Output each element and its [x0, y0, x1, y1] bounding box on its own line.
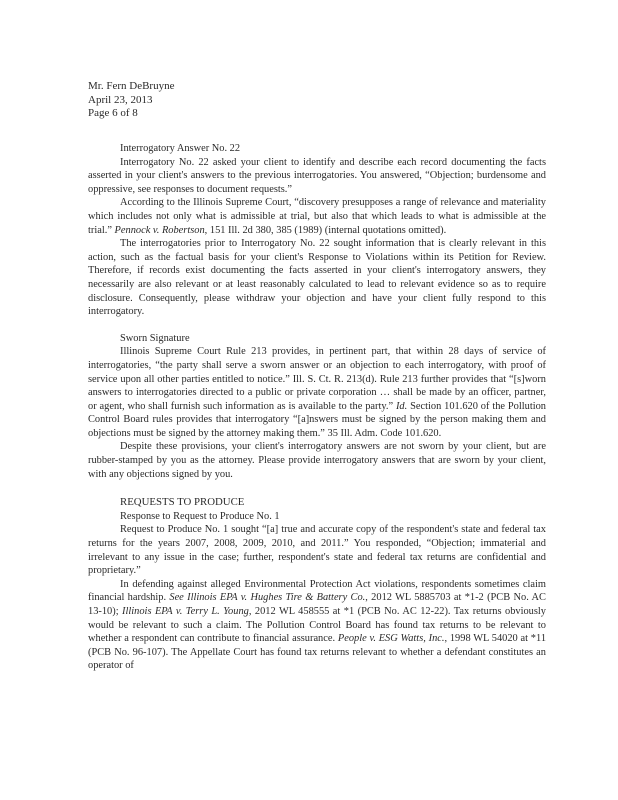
- paragraph: [88, 196, 546, 237]
- text-run: , 1998 WL 54020 at *11 (PCB No. 96-107). The Appellate Court has found tax returns relevant to whether a defendant constitutes an operator of: [88, 633, 547, 672]
- text-run: , 2012 WL 458555 at *1 (PCB No. AC 12-22). Tax returns obviously would be relevant to such a claim. The Pollution Control Board has found tax returns to be relevant to whether a respondent can contribute to financial assurance.: [88, 606, 546, 645]
- text-run: In defending against alleged Environmental Protection Act violations, respondents sometimes claim financial hardship.: [88, 578, 546, 604]
- letter-body: [88, 142, 546, 673]
- section-title-requests-to-produce: REQUESTS TO PRODUCE: [120, 496, 245, 509]
- paragraph: [88, 237, 546, 319]
- paragraph: [88, 440, 546, 481]
- paragraph: [88, 345, 546, 440]
- subheading-request-1: Response to Request to Produce No. 1: [120, 510, 280, 522]
- text-run: , 151 Ill. 2d 380, 385 (1989) (internal quotations omitted).: [204, 224, 447, 236]
- text-run: Illinois Supreme Court Rule 213 provides, in pertinent part, that within 28 days of service of interrogatories, “the party shall serve a sworn answer or an objection to each interrogatory, with proof of service upon all other parties entitled to notice.” Ill. S. Ct. R. 213(d). Rule 213 further provides that “[s]worn answers to interrogatories directed to a public or private corporation … shall be made by an officer, partner, or agent, who shall furnish such information as is available to the party.”: [88, 346, 546, 412]
- case-citation: See Illinois EPA v. Hughes Tire & Battery Co.: [169, 592, 366, 604]
- section-heading-sworn-signature: Sworn Signature: [120, 332, 190, 344]
- text-run: Despite these provisions, your client's interrogatory answers are not sworn by your client, but are rubber-stamped by you as the attorney. Please provide interrogatory answers that are sworn by your client, with any objections signed by you.: [88, 441, 546, 480]
- page-number: Page 6 of 8: [88, 107, 138, 119]
- text-run: Request to Produce No. 1 sought “[a] true and accurate copy of the respondent's state and federal tax returns for the years 2007, 2008, 2009, 2010, and 2011.” You responded, “Objection; immaterial and irrelevant to any issue in the case; further, respondent's state and federal tax returns are confidential and proprietary.”: [88, 524, 546, 577]
- paragraph: [88, 156, 546, 197]
- letter-date: April 23, 2013: [88, 93, 153, 106]
- text-run: , 2012 WL 5885703 at *1-2 (PCB No. AC 13-10);: [88, 592, 546, 617]
- case-citation: Illinois EPA v. Terry L. Young: [122, 606, 249, 617]
- paragraph: [88, 523, 546, 577]
- text-run: According to the Illinois Supreme Court, “discovery presupposes a range of relevance and materiality which includes not only what is admissible at trial, but also that which leads to what is admissible at the trial.”: [88, 197, 546, 236]
- case-citation: Id.: [395, 400, 408, 412]
- letter-header: [88, 80, 174, 121]
- text-run: The interrogatories prior to Interrogatory No. 22 sought information that is clearly relevant in this action, such as the factual basis for your client's Response to Violations within its Petition for Review. Therefore, if records exist documenting the facts asserted in your client's interrogatory answers, they necessarily are also relevant or at least reasonably calculated to lead to relevant evidence so as to require disclosure. Consequently, please withdraw your objection and have your client fully respond to this interrogatory.: [88, 238, 546, 318]
- case-citation: People v. ESG Watts, Inc.: [337, 633, 445, 645]
- text-run: Section 101.620 of the Pollution Control Board rules provides that interrogatory “[a]nswers must be signed by the person making them and objections must be signed by the attorney making them.” 35 Ill. Adm. Code 101.620.: [88, 400, 546, 439]
- recipient-name: Mr. Fern DeBruyne: [88, 80, 175, 92]
- case-citation: Pennock v. Robertson: [114, 224, 205, 236]
- text-run: Interrogatory No. 22 asked your client to identify and describe each record documenting the facts asserted in your client's answers to the previous interrogatories. You answered, “Objection; burdensome and oppressive, see responses to document requests.”: [88, 156, 546, 195]
- paragraph: [88, 578, 546, 673]
- section-heading-interrogatory-22: Interrogatory Answer No. 22: [120, 143, 241, 154]
